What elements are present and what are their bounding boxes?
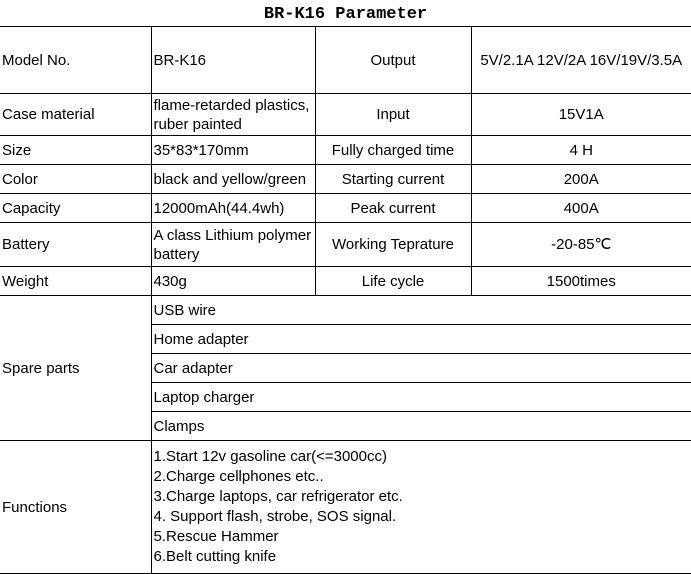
spec-label-working-temperature: Working Teprature <box>315 223 471 267</box>
function-item: 3.Charge laptops, car refrigerator etc. <box>153 488 403 505</box>
working-temperature-value: -20-85℃ <box>471 223 691 267</box>
functions-list <box>151 441 691 574</box>
spec-label-input: Input <box>315 94 471 136</box>
row-label-model: Model No. <box>0 27 151 94</box>
output-value: 5V/2.1A 12V/2A 16V/19V/3.5A <box>471 27 691 94</box>
row-label-weight: Weight <box>0 267 151 296</box>
starting-current-value: 200A <box>471 165 691 194</box>
row-label-size: Size <box>0 136 151 165</box>
weight-value: 430g <box>151 267 315 296</box>
function-item: 5.Rescue Hammer <box>153 528 279 545</box>
table-row <box>0 165 691 194</box>
function-item: 4. Support flash, strobe, SOS signal. <box>153 508 397 525</box>
table-row <box>0 136 691 165</box>
size-value: 35*83*170mm <box>151 136 315 165</box>
table-row <box>0 194 691 223</box>
row-label-functions: Functions <box>0 441 151 574</box>
spec-label-charge-time: Fully charged time <box>315 136 471 165</box>
spare-part-item: Laptop charger <box>151 383 691 412</box>
battery-value: A class Lithium polymer battery <box>151 223 315 267</box>
life-cycle-value: 1500times <box>471 267 691 296</box>
capacity-value: 12000mAh(44.4wh) <box>151 194 315 223</box>
table-row <box>0 223 691 267</box>
function-item: 6.Belt cutting knife <box>153 548 277 565</box>
table-row <box>0 296 691 325</box>
spare-part-item: Clamps <box>151 412 691 441</box>
charge-time-value: 4 H <box>471 136 691 165</box>
row-label-battery: Battery <box>0 223 151 267</box>
spec-label-life-cycle: Life cycle <box>315 267 471 296</box>
spare-part-item: USB wire <box>151 296 691 325</box>
model-value: BR-K16 <box>151 27 315 94</box>
peak-current-value: 400A <box>471 194 691 223</box>
spare-part-item: Car adapter <box>151 354 691 383</box>
spec-label-output: Output <box>315 27 471 94</box>
function-item: 1.Start 12v gasoline car(<=3000cc) <box>153 448 387 465</box>
page-title: BR-K16 Parameter <box>263 5 428 24</box>
input-value: 15V1A <box>471 94 691 136</box>
case-value: flame-retarded plastics, ruber painted <box>151 94 315 136</box>
parameter-table <box>0 26 691 574</box>
color-value: black and yellow/green <box>151 165 315 194</box>
row-label-color: Color <box>0 165 151 194</box>
spare-part-item: Home adapter <box>151 325 691 354</box>
table-row <box>0 27 691 94</box>
spec-label-starting-current: Starting current <box>315 165 471 194</box>
function-item: 2.Charge cellphones etc.. <box>153 468 324 485</box>
row-label-spare-parts: Spare parts <box>0 296 151 441</box>
row-label-capacity: Capacity <box>0 194 151 223</box>
table-row <box>0 267 691 296</box>
spec-label-peak-current: Peak current <box>315 194 471 223</box>
table-row <box>0 441 691 574</box>
table-row <box>0 94 691 136</box>
row-label-case: Case material <box>0 94 151 136</box>
